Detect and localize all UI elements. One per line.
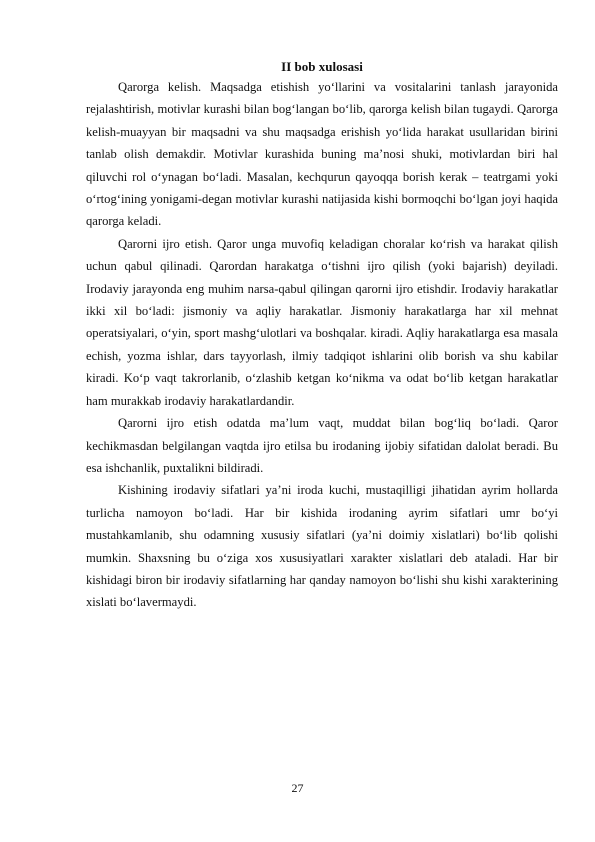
- paragraph-execution: Qarorni ijro etish. Qaror unga muvofiq keladigan choralar ko‘rish va harakat qilish uchun qabul qilinadi. Qarordan harakatga o‘tishni ijro qilish (yoki bajarish) deyiladi. Irodaviy jarayonda eng muhim narsa-qabul qilingan qarorni ijro etishdir. Irodaviy harakatlar ikki xil bo‘ladi: jismoniy va aqliy harakatlar. Jismoniy harakatlarga har xil mehnat operatsiyalari, o‘yin, sport mashg‘ulotlari va boshqalar. kiradi. Aqliy harakatlarga esa masala echish, yozma ishlar, dars tayyorlash, ilmiy tadqiqot ishlarini olib borish va shu kabilar kiradi. Ko‘p vaqt takrorlanib, o‘zlashib ketgan ko‘nikma va odat bo‘lib ketgan harakatlar ham murakkab irodaviy harakatlardandir.: [86, 236, 558, 408]
- paragraph-decision: Qarorga kelish. Maqsadga etishish yo‘llarini va vositalarini tanlash jarayonida rejalashtirish, motivlar kurashi bilan bog‘langan bo‘lib, qarorga kelish bilan tugaydi. Qarorga kelish-muayyan bir maqsadni va shu maqsadga erishish yo‘lida harakat usullaridan birini tanlab olish demakdir. Motivlar kurashida buning ma’nosi shuki, motivlardan biri hal qiluvchi rol o‘ynagan bo‘ladi. Masalan, kechqurun qayoqqa borish kerak – teatrgami yoki o‘rtog‘ining yonigami-degan motivlar kurashi natijasida kishi bormoqchi bo‘lgan joyi haqida qarorga keladi.: [86, 80, 558, 229]
- page-number: 27: [291, 781, 304, 795]
- section-heading: II bob xulosasi: [281, 59, 363, 74]
- document-page: [86, 60, 558, 614]
- paragraph-will-qualities: Kishining irodaviy sifatlari ya’ni iroda kuchi, mustaqilligi jihatidan ayrim hollarda turlicha namoyon bo‘ladi. Har bir kishida irodaning ayrim sifatlari umr bo‘yi mustahkamlanib, shu odamning xususiy sifatlari (ya’ni doimiy xislatlari) bo‘lib qolishi mumkin. Shaxsning bu o‘ziga xos xususiyatlari xarakter xislatlari deb ataladi. Har bir kishidagi biron bir irodaviy sifatlarning har qanday namoyon bo‘lishi shu kishi xarakterining xislati bo‘lavermaydi.: [86, 483, 558, 610]
- paragraph-timing: Qarorni ijro etish odatda ma’lum vaqt, muddat bilan bog‘liq bo‘ladi. Qaror kechikmasdan belgilangan vaqtda ijro etilsa bu irodaning ijobiy sifatidan dalolat beradi. Bu esa ishchanlik, puxtalikni bildiradi.: [86, 416, 558, 475]
